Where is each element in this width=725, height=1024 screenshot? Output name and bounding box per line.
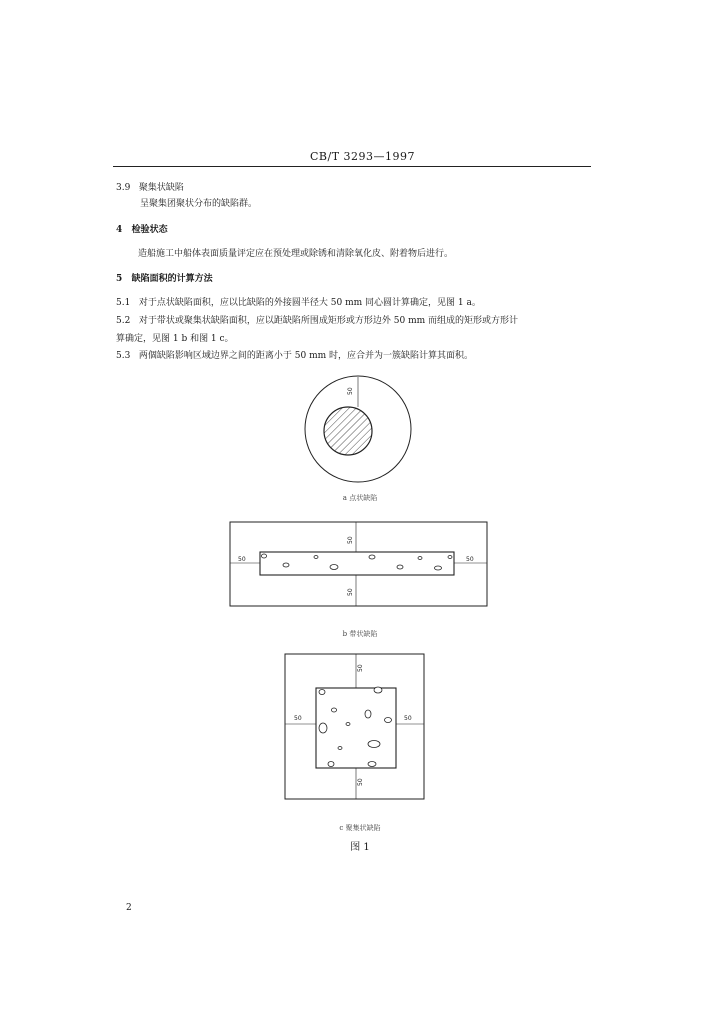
page-number: 2 xyxy=(126,903,132,913)
section-4-text: 造船施工中船体表面质量评定应在预处理或除锈和清除氧化皮、附着物后进行。 xyxy=(138,249,454,259)
section-number: 3.9 xyxy=(116,183,131,193)
caption-c: c 聚集状缺陷 xyxy=(339,824,381,832)
dimension-label-top: 50 xyxy=(357,664,364,672)
section-title: 检验状态 xyxy=(131,225,168,235)
section-number: 4 xyxy=(116,225,123,235)
dimension-label-left: 50 xyxy=(238,556,246,563)
section-title: 缺陷面积的计算方法 xyxy=(131,274,213,284)
standard-number: CB/T 3293—1997 xyxy=(309,150,416,163)
defect-spots xyxy=(262,554,453,570)
figure-b-band-defect xyxy=(224,518,494,610)
figure-a-point-defect xyxy=(290,375,430,490)
section-text: 对于带状或聚集状缺陷面积，应以距缺陷所围成矩形或方形边外 50 mm 而组成的矩形或方形计 xyxy=(138,316,519,326)
caption-b: b 带状缺陷 xyxy=(342,630,378,638)
section-3-9-text: 呈聚集团聚状分布的缺陷群。 xyxy=(140,199,258,209)
defect-circle xyxy=(324,407,372,455)
section-5 xyxy=(116,273,213,285)
dimension-label-right: 50 xyxy=(404,715,412,722)
section-5-2-cont: 算确定，见图 1 b 和图 1 c。 xyxy=(116,334,234,344)
caption-a: a 点状缺陷 xyxy=(342,494,378,502)
defect-spots xyxy=(319,687,392,767)
dimension-label-top: 50 xyxy=(347,536,354,544)
section-number: 5.3 xyxy=(116,351,131,361)
section-number: 5.2 xyxy=(116,316,131,326)
section-number: 5 xyxy=(116,274,123,284)
section-text: 两個缺陷影响区域边界之间的距离小于 50 mm 时，应合并为一簇缺陷计算其面积。 xyxy=(138,351,474,361)
header-rule xyxy=(113,166,591,167)
section-5-3 xyxy=(116,350,473,362)
outer-rect xyxy=(230,522,487,606)
section-5-1 xyxy=(116,297,481,309)
figure-c-cluster-defect xyxy=(282,652,427,802)
section-4 xyxy=(116,224,168,236)
figure-title: 图 1 xyxy=(350,842,370,853)
defect-band xyxy=(260,552,454,575)
section-3-9 xyxy=(116,182,184,194)
defect-square xyxy=(316,688,396,768)
section-number: 5.1 xyxy=(116,298,131,308)
section-5-2 xyxy=(116,315,518,327)
dimension-label-right: 50 xyxy=(466,556,474,563)
section-text: 对于点状缺陷面积，应以比缺陷的外接圆半径大 50 mm 同心圆计算确定，见图 1 a。 xyxy=(138,298,481,308)
section-title: 聚集状缺陷 xyxy=(138,183,184,193)
dimension-label-bottom: 50 xyxy=(357,778,364,786)
dimension-label: 50 xyxy=(347,387,354,395)
dimension-label-left: 50 xyxy=(294,715,302,722)
outer-square xyxy=(285,654,424,799)
dimension-label-bottom: 50 xyxy=(347,588,354,596)
